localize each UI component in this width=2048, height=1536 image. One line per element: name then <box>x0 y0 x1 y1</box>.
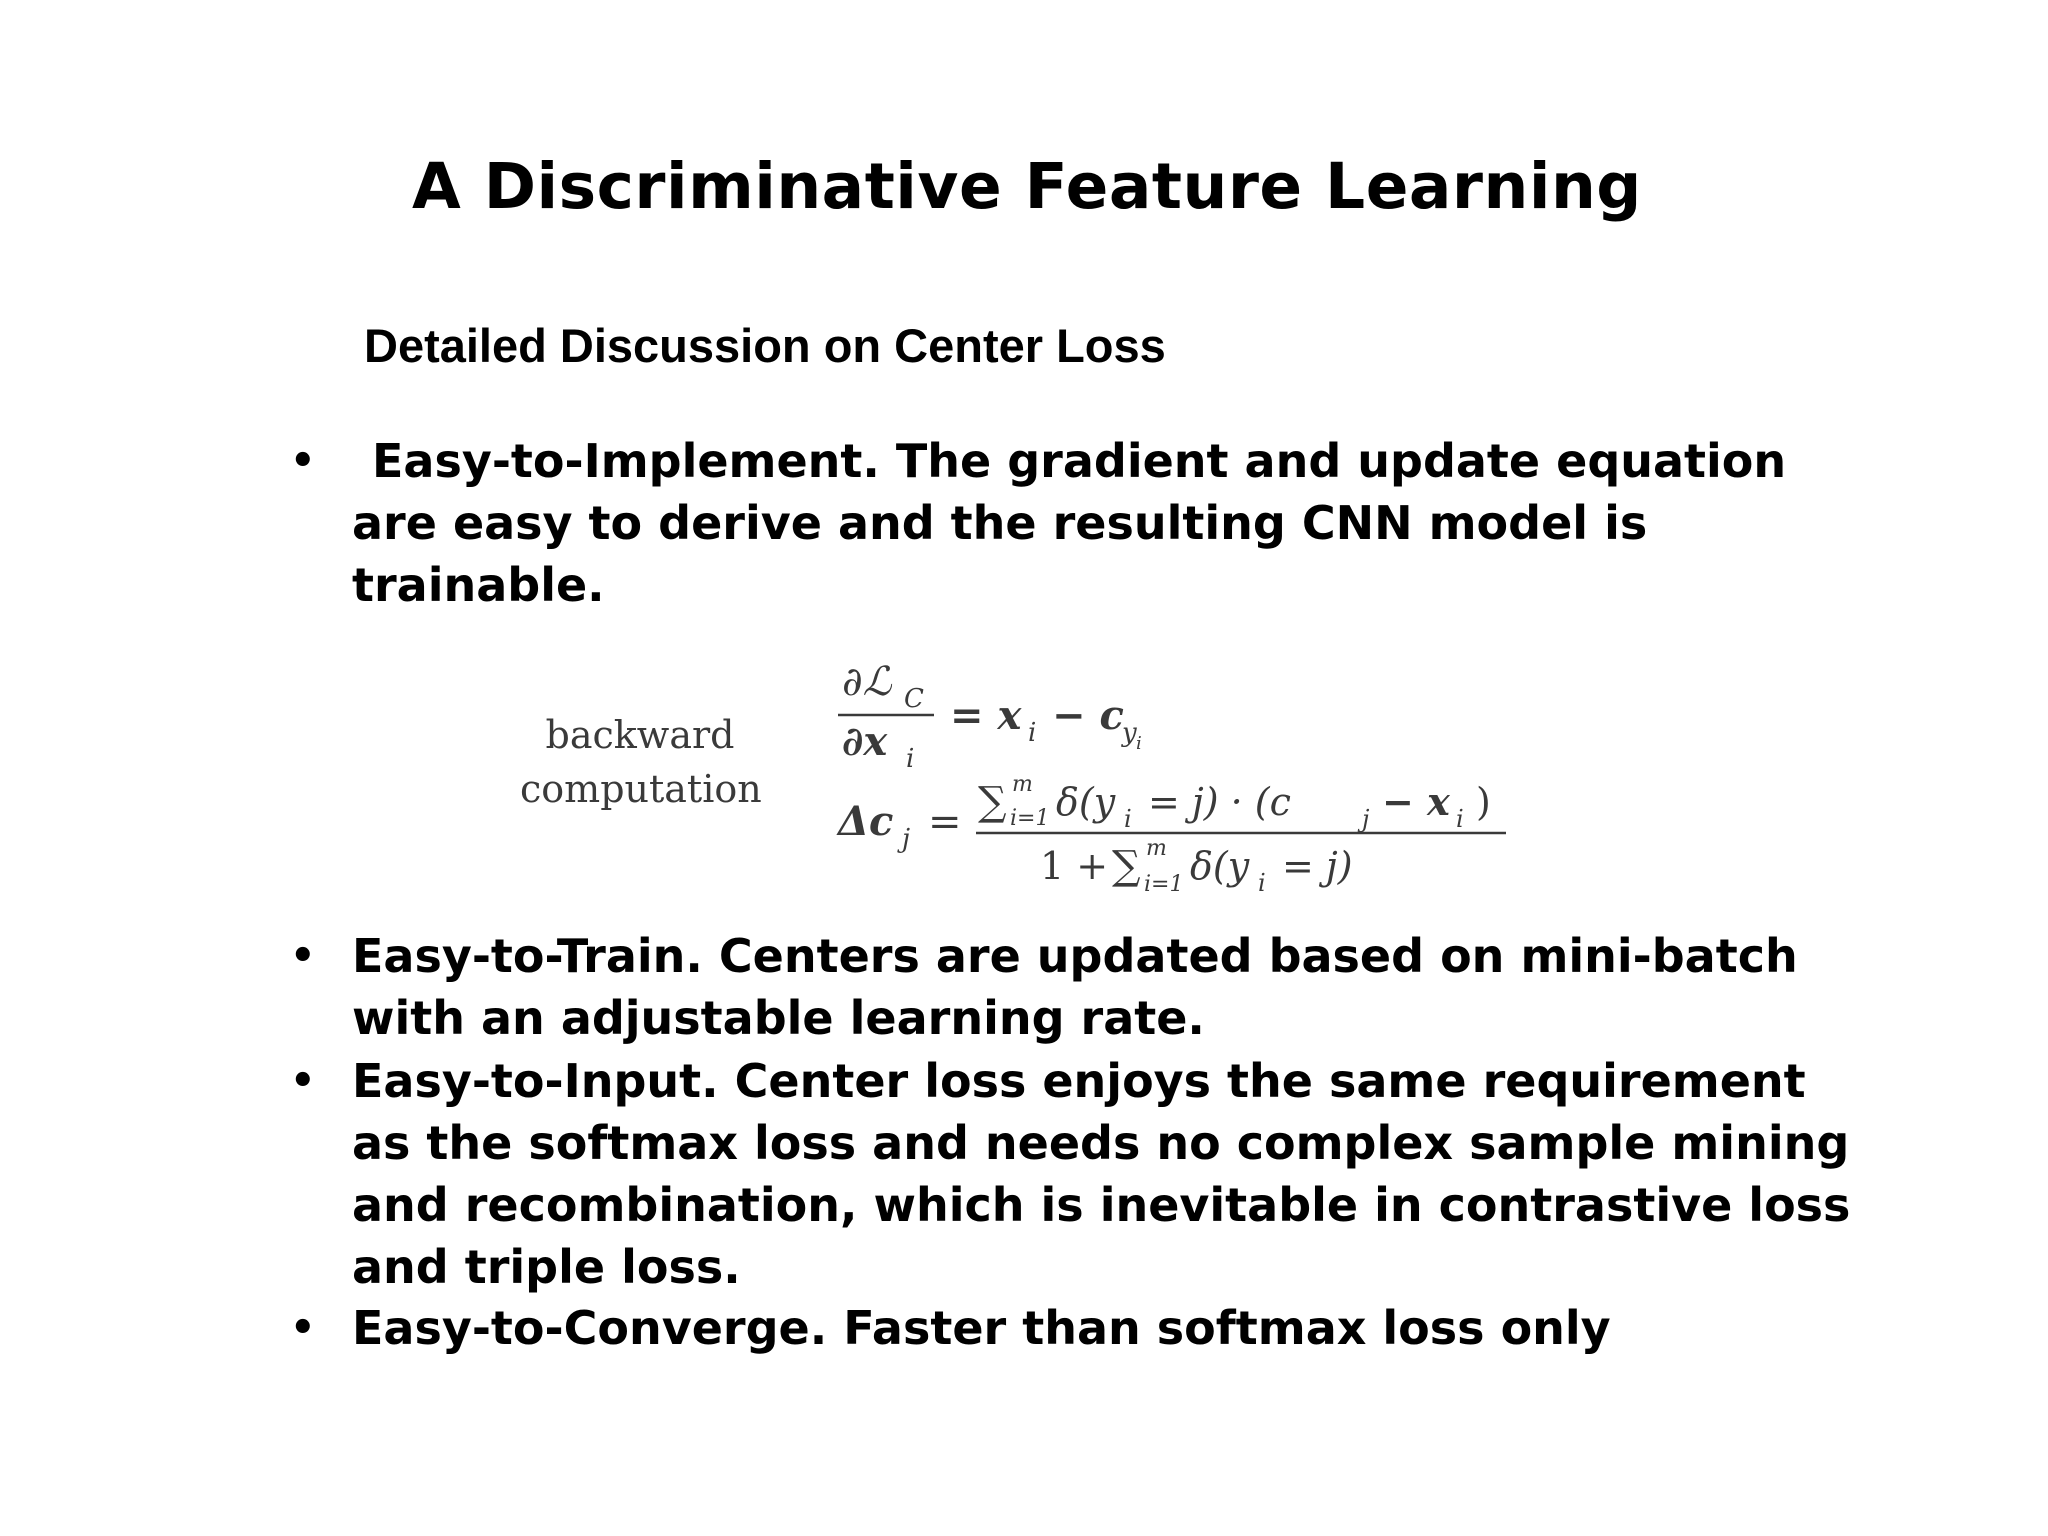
equation-label-line1: backward <box>545 713 735 757</box>
slide-title: A Discriminative Feature Learning <box>412 150 1642 223</box>
eq1-rhs-c-sub: y <box>1122 718 1137 748</box>
eq2-num-middle: = j) · (c <box>1148 780 1291 824</box>
eq2-num-delta-sub: i <box>1124 805 1132 833</box>
eq2-den-delta-sub: i <box>1258 869 1266 895</box>
eq2-lhs-sub: j <box>902 824 911 854</box>
slide-subtitle: Detailed Discussion on Center Loss <box>364 319 1166 372</box>
bullet-icon: • <box>290 1058 316 1104</box>
eq2-num-close: ) <box>1476 780 1491 824</box>
eq1-numerator: ∂ℒ <box>842 659 892 705</box>
eq1-rhs-x: = x <box>950 692 1022 739</box>
bullet-item-train <box>290 925 1850 1049</box>
eq2-num-x-sub: i <box>1456 805 1464 833</box>
eq1-denominator: ∂x <box>842 718 888 765</box>
eq2-equals: = <box>928 799 962 845</box>
equation-svg <box>830 655 1520 895</box>
bullet-item-converge <box>290 1297 1850 1359</box>
eq1-rhs-c: − c <box>1052 692 1124 739</box>
bullet-icon: • <box>290 933 316 979</box>
eq2-den-sum: ∑ <box>1112 843 1141 889</box>
bullet-icon: • <box>290 438 316 484</box>
bullet-text: Easy-to-Input. Center loss enjoys the same requirement as the softmax loss and needs no complex sample mining and recombination, which is inevitable in contrastive loss and triple loss. <box>352 1054 1851 1294</box>
eq1-rhs-x-sub: i <box>1028 718 1037 748</box>
bullet-text: Easy-to-Implement. The gradient and update equation are easy to derive and the resulting CNN model is trainable. <box>352 434 1787 612</box>
eq2-den-sum-bottom: i=1 <box>1144 872 1184 895</box>
equation-label <box>520 708 760 816</box>
eq1-rhs-c-subsub: i <box>1136 733 1142 754</box>
eq2-num-c-sub: j <box>1362 805 1370 833</box>
equation-gradient <box>838 659 1142 774</box>
eq2-lhs: Δc <box>838 798 894 845</box>
eq2-num-sum: ∑ <box>978 779 1007 825</box>
eq2-num-minus-x: − x <box>1382 779 1450 824</box>
eq2-den-delta: δ(y <box>1190 844 1250 888</box>
eq2-num-sum-top: m <box>1012 772 1033 797</box>
eq1-denominator-sub: i <box>906 744 915 774</box>
eq2-den-sum-top: m <box>1146 836 1167 861</box>
bullet-text: Easy-to-Train. Centers are updated based on mini-batch with an adjustable learning rate. <box>352 929 1798 1045</box>
equation-update <box>836 772 1506 895</box>
equation-figure <box>520 655 1520 895</box>
bullet-item-implement <box>290 430 1850 616</box>
equation-label-line2: computation <box>520 767 762 811</box>
bullet-icon: • <box>290 1305 316 1351</box>
eq2-num-sum-bottom: i=1 <box>1010 806 1050 831</box>
eq2-num-delta: δ(y <box>1056 780 1116 824</box>
eq1-numerator-sub: C <box>904 684 924 714</box>
bullet-item-input <box>290 1050 1850 1298</box>
bullet-text: Easy-to-Converge. Faster than softmax loss only <box>352 1301 1611 1355</box>
eq2-den-one: 1 + <box>1040 844 1109 888</box>
eq2-den-rest: = j) <box>1282 844 1353 888</box>
